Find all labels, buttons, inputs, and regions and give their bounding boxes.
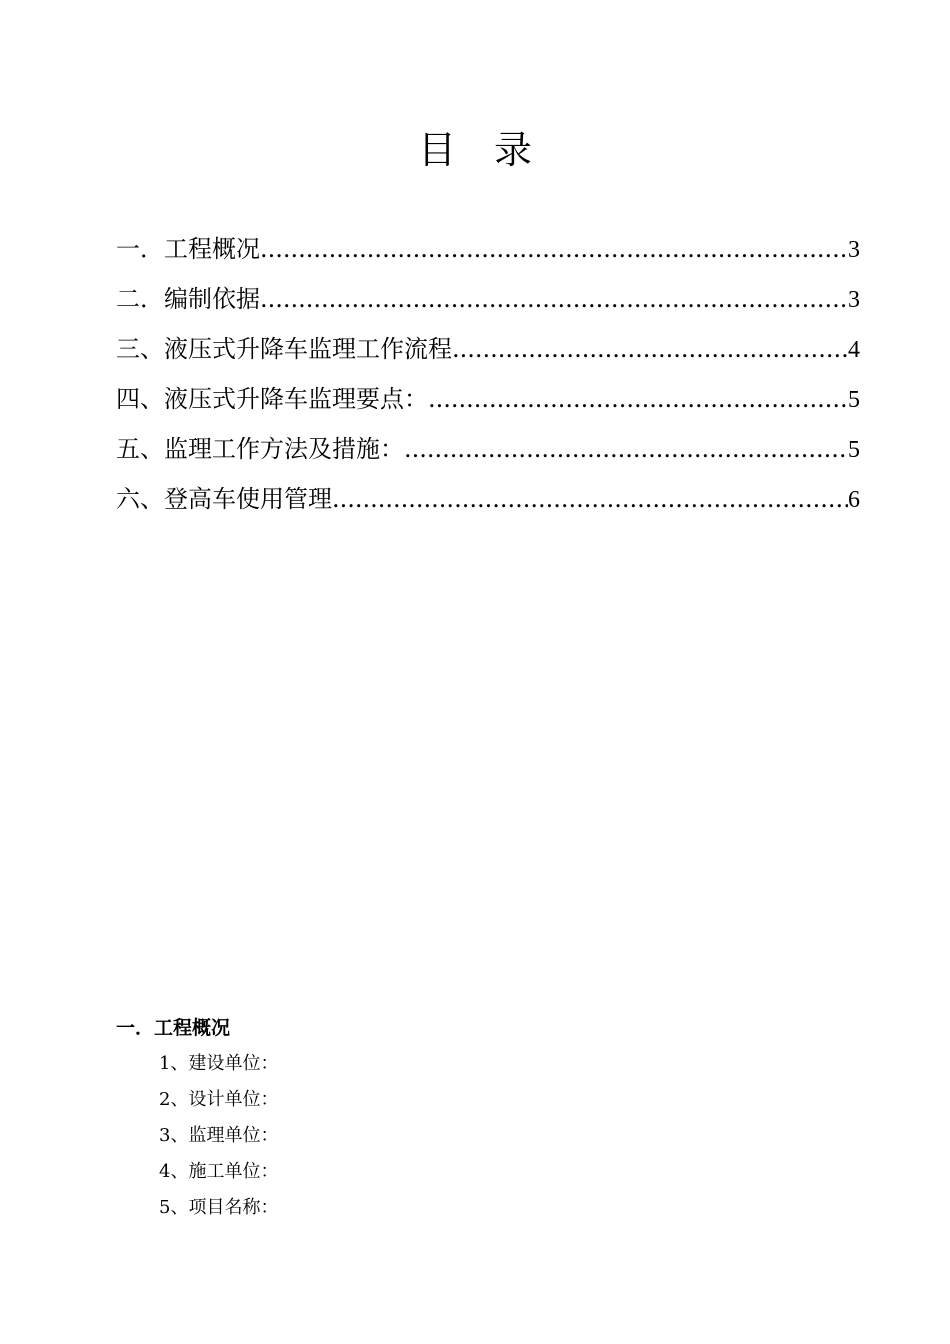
toc-entry-label: 五、监理工作方法及措施： (116, 435, 404, 463)
toc-entry[interactable] (116, 324, 860, 374)
toc-leader-dots (332, 474, 848, 524)
toc-leader-dots (260, 274, 848, 324)
info-item-owner: 1、建设单位： (159, 1053, 279, 1074)
toc-entry[interactable] (116, 474, 860, 524)
toc-leader-dots (428, 374, 848, 424)
toc-entry-page: 6 (848, 487, 860, 513)
table-of-contents (116, 224, 860, 524)
toc-entry-label: 四、液压式升降车监理要点： (116, 385, 428, 413)
info-item-designer: 2、设计单位： (159, 1089, 279, 1110)
toc-entry-label: 六、登高车使用管理 (116, 485, 332, 513)
toc-leader-dots (260, 224, 848, 274)
toc-entry-label: 三、液压式升降车监理工作流程 (116, 335, 452, 363)
info-item-contractor: 4、施工单位： (159, 1161, 279, 1182)
toc-entry[interactable] (116, 374, 860, 424)
toc-entry[interactable] (116, 424, 860, 474)
toc-entry-label: 二．编制依据 (116, 285, 260, 313)
toc-leader-dots (404, 424, 848, 474)
toc-entry[interactable] (116, 274, 860, 324)
toc-entry-page: 5 (848, 387, 860, 413)
toc-entry-page: 3 (848, 287, 860, 313)
toc-entry-page: 4 (848, 337, 860, 363)
toc-entry-label: 一．工程概况 (116, 235, 260, 263)
section-heading: 一．工程概况 (116, 1017, 231, 1039)
section-project-overview (116, 1012, 856, 1226)
toc-entry-page: 3 (848, 237, 860, 263)
toc-entry-page: 5 (848, 437, 860, 463)
toc-leader-dots (452, 324, 848, 374)
page-title: 目录 (417, 128, 570, 172)
info-item-supervisor: 3、监理单位： (159, 1125, 279, 1146)
info-item-project-name: 5、项目名称： (159, 1197, 279, 1218)
toc-entry[interactable] (116, 224, 860, 274)
